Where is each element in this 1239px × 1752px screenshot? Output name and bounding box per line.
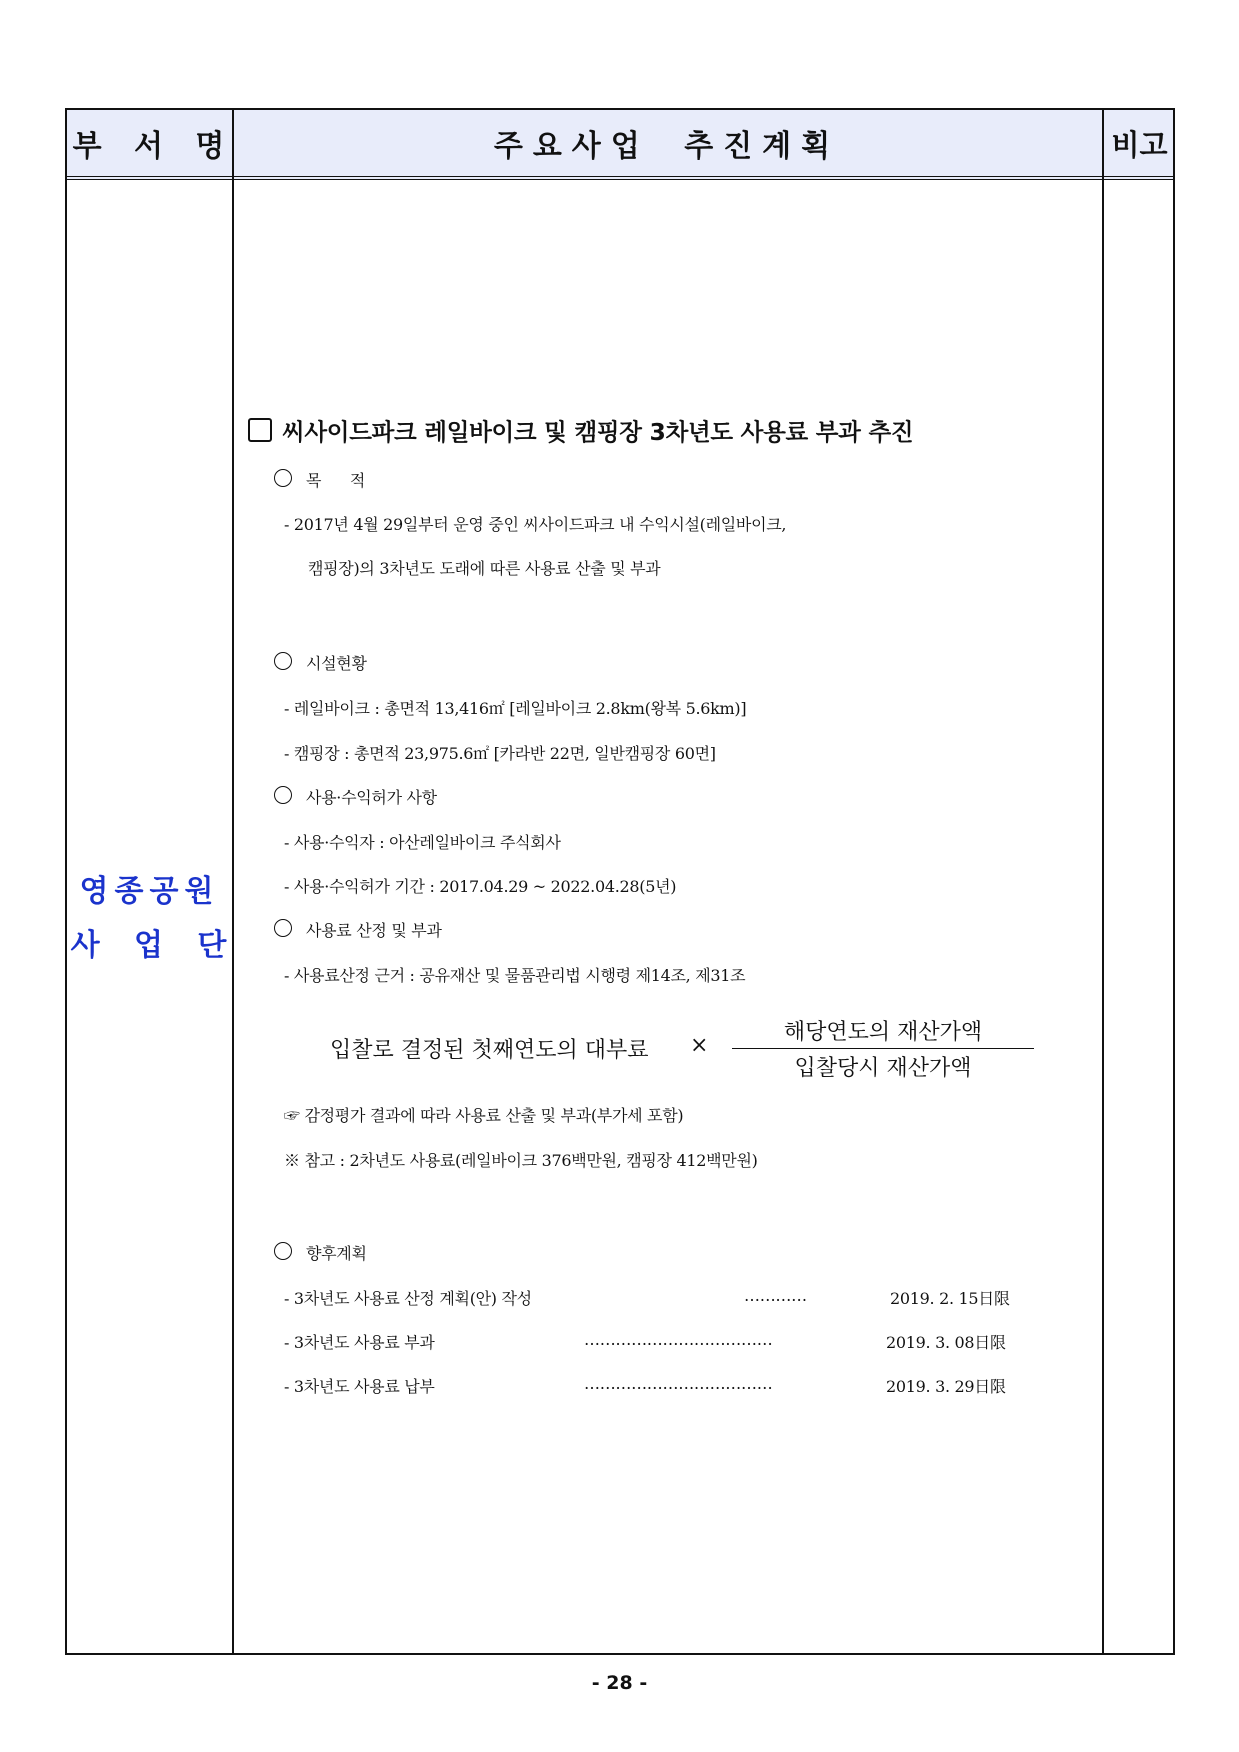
plan-heading: 향후계획 <box>306 1244 367 1263</box>
permit-heading-row <box>274 785 437 808</box>
circle-bullet-icon <box>274 919 292 937</box>
purpose-line1: - 2017년 4월 29일부터 운영 중인 씨사이드파크 내 수익시설(레일바이크, <box>284 515 787 534</box>
checkbox-square-icon <box>248 418 272 442</box>
facility-item: - 캠핑장 : 총면적 23,975.6㎡ [카라반 22면, 일반캠핑장 60면] <box>284 744 716 763</box>
facilities-heading: 시설현황 <box>306 654 367 673</box>
plan-dots: ……………………………… <box>584 1374 773 1393</box>
facility-item: - 레일바이크 : 총면적 13,416㎡ [레일바이크 2.8km(왕복 5.6km)] <box>284 699 747 718</box>
section-title-row <box>245 413 913 447</box>
fee-heading: 사용료 산정 및 부과 <box>306 921 442 940</box>
plan-date: 2019. 3. 08日限 <box>886 1333 1006 1352</box>
permit-item: - 사용·수익허가 기간 : 2017.04.29 ~ 2022.04.28(5년) <box>284 877 677 896</box>
fee-note1: ☞ 감정평가 결과에 따라 사용료 산출 및 부과(부가세 포함) <box>284 1106 684 1125</box>
circle-bullet-icon <box>274 1242 292 1260</box>
fee-heading-row <box>274 918 442 941</box>
facilities-heading-row <box>274 651 367 674</box>
dept-name-line2: 사 업 단 <box>70 928 229 963</box>
column-divider <box>1102 110 1104 1653</box>
formula-left: 입찰로 결정된 첫째연도의 대부료 <box>330 1038 649 1063</box>
dept-name-cell <box>67 865 232 973</box>
plan-heading-row <box>274 1241 367 1264</box>
plan-date: 2019. 3. 29日限 <box>886 1377 1006 1396</box>
header-dept: 부 서 명 <box>72 129 227 164</box>
purpose-heading-row <box>274 468 365 491</box>
header-note: 비고 <box>1111 127 1168 162</box>
plan-task: - 3차년도 사용료 부과 <box>284 1333 435 1352</box>
formula-denominator: 입찰당시 재산가액 <box>794 1056 972 1081</box>
plan-dots: ……………………………… <box>584 1330 773 1349</box>
purpose-line2: 캠핑장)의 3차년도 도래에 따른 사용료 산출 및 부과 <box>308 559 661 578</box>
plan-date: 2019. 2. 15日限 <box>890 1289 1010 1308</box>
section-title: 씨사이드파크 레일바이크 및 캠핑장 3차년도 사용료 부과 추진 <box>282 418 914 446</box>
fee-note2: ※ 참고 : 2차년도 사용료(레일바이크 376백만원, 캠핑장 412백만원) <box>284 1151 758 1170</box>
column-divider <box>232 110 234 1653</box>
permit-item: - 사용·수익자 : 아산레일바이크 주식회사 <box>284 833 561 852</box>
page-number: - 28 - <box>591 1672 648 1694</box>
plan-dots: ………… <box>744 1286 807 1305</box>
formula-numerator: 해당연도의 재산가액 <box>783 1020 983 1045</box>
fee-formula <box>330 1015 1050 1081</box>
circle-bullet-icon <box>274 652 292 670</box>
purpose-heading: 목 적 <box>306 471 366 490</box>
fee-basis: - 사용료산정 근거 : 공유재산 및 물품관리법 시행령 제14조, 제31조 <box>284 966 746 985</box>
fraction-bar <box>732 1048 1034 1049</box>
formula-operator: × <box>690 1033 709 1058</box>
plan-task: - 3차년도 사용료 납부 <box>284 1377 435 1396</box>
dept-name-line1: 영종공원 <box>79 874 220 909</box>
plan-task: - 3차년도 사용료 산정 계획(안) 작성 <box>284 1289 532 1308</box>
circle-bullet-icon <box>274 786 292 804</box>
header-plan: 주요사업 추진계획 <box>493 129 841 164</box>
circle-bullet-icon <box>274 469 292 487</box>
permit-heading: 사용·수익허가 사항 <box>306 788 437 807</box>
